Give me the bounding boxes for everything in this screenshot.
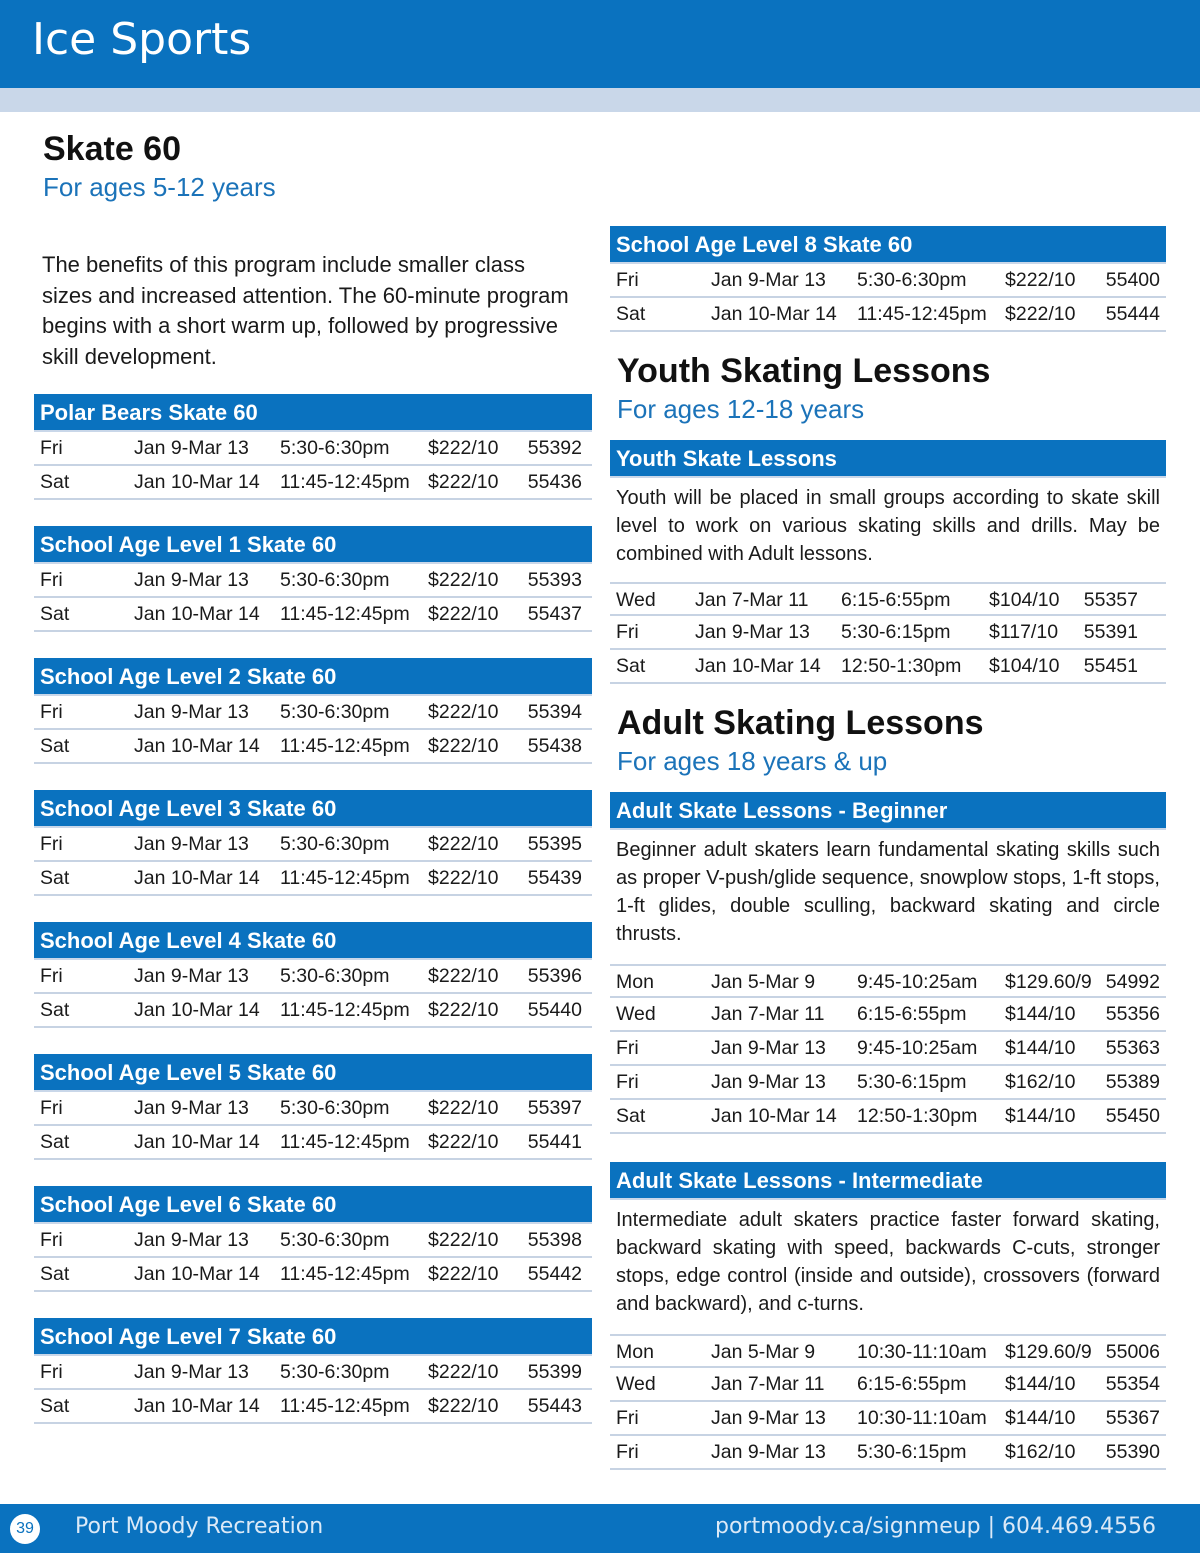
schedule-day: Sat — [40, 603, 70, 625]
schedule-time: 6:15-6:55pm — [841, 589, 951, 611]
schedule-time: 11:45-12:45pm — [280, 603, 410, 625]
schedule-code: 55006 — [1105, 1341, 1160, 1363]
schedule-row — [34, 432, 592, 466]
schedule-time: 5:30-6:30pm — [280, 1229, 390, 1251]
schedule-day: Fri — [40, 833, 63, 855]
schedule-code: 55391 — [1083, 621, 1138, 643]
schedule-code: 55394 — [527, 701, 582, 723]
schedule-dates: Jan 5-Mar 9 — [711, 1341, 816, 1363]
schedule-row — [610, 1436, 1166, 1470]
schedule-row — [34, 994, 592, 1028]
schedule-dates: Jan 9-Mar 13 — [134, 833, 249, 855]
schedule-day: Mon — [616, 971, 654, 993]
program-block — [34, 658, 592, 764]
schedule-day: Fri — [616, 621, 639, 643]
schedule-code: 55392 — [527, 437, 582, 459]
program-block — [34, 526, 592, 632]
schedule-price: $222/10 — [1005, 269, 1076, 291]
schedule-day: Wed — [616, 589, 656, 611]
schedule-code: 54992 — [1105, 971, 1160, 993]
schedule-code: 55367 — [1105, 1407, 1160, 1429]
program-block — [34, 1186, 592, 1292]
schedule-time: 5:30-6:30pm — [280, 833, 390, 855]
footer-org: Port Moody Recreation — [75, 1514, 324, 1539]
program-youth — [610, 440, 1166, 684]
program-block — [34, 394, 592, 500]
schedule-row — [34, 1390, 592, 1424]
program-header: Adult Skate Lessons - Intermediate — [610, 1162, 1166, 1200]
schedule-day: Sat — [40, 1263, 70, 1285]
program-header: Adult Skate Lessons - Beginner — [610, 792, 1166, 830]
schedule-day: Sat — [40, 1395, 70, 1417]
schedule-price: $222/10 — [428, 1395, 499, 1417]
schedule-dates: Jan 10-Mar 14 — [134, 603, 260, 625]
schedule-code: 55357 — [1083, 589, 1138, 611]
schedule-code: 55441 — [527, 1131, 582, 1153]
schedule-dates: Jan 10-Mar 14 — [695, 655, 821, 677]
schedule-time: 11:45-12:45pm — [280, 1395, 410, 1417]
program-header: School Age Level 7 Skate 60 — [34, 1318, 592, 1356]
schedule-time: 5:30-6:30pm — [857, 269, 967, 291]
schedule-code: 55356 — [1105, 1003, 1160, 1025]
schedule-dates: Jan 5-Mar 9 — [711, 971, 816, 993]
program-header: School Age Level 8 Skate 60 — [610, 226, 1166, 264]
schedule-dates: Jan 9-Mar 13 — [134, 701, 249, 723]
schedule-day: Fri — [40, 437, 63, 459]
schedule-code: 55450 — [1105, 1105, 1160, 1127]
schedule-day: Sat — [40, 999, 70, 1021]
schedule-code: 55396 — [527, 965, 582, 987]
schedule-day: Sat — [40, 471, 70, 493]
schedule-price: $129.60/9 — [1005, 1341, 1092, 1363]
schedule-time: 5:30-6:15pm — [857, 1071, 967, 1093]
program-block — [34, 790, 592, 896]
schedule-code: 55436 — [527, 471, 582, 493]
schedule-dates: Jan 9-Mar 13 — [695, 621, 810, 643]
schedule-code: 55440 — [527, 999, 582, 1021]
schedule-time: 11:45-12:45pm — [280, 999, 410, 1021]
schedule-code: 55400 — [1105, 269, 1160, 291]
schedule-price: $222/10 — [428, 833, 499, 855]
schedule-dates: Jan 10-Mar 14 — [134, 999, 260, 1021]
schedule-time: 9:45-10:25am — [857, 1037, 978, 1059]
schedule-day: Fri — [616, 1071, 639, 1093]
program-level8 — [610, 226, 1166, 332]
program-header: Polar Bears Skate 60 — [34, 394, 592, 432]
schedule-day: Fri — [40, 1097, 63, 1119]
schedule-time: 5:30-6:30pm — [280, 1097, 390, 1119]
section-title-adult: Adult Skating Lessons — [617, 704, 984, 742]
schedule-day: Fri — [40, 1229, 63, 1251]
schedule-dates: Jan 10-Mar 14 — [134, 735, 260, 757]
schedule-dates: Jan 9-Mar 13 — [134, 1229, 249, 1251]
schedule-dates: Jan 10-Mar 14 — [134, 471, 260, 493]
schedule-dates: Jan 9-Mar 13 — [711, 1441, 826, 1463]
schedule-price: $129.60/9 — [1005, 971, 1092, 993]
schedule-code: 55444 — [1105, 303, 1160, 325]
schedule-time: 5:30-6:30pm — [280, 437, 390, 459]
schedule-price: $222/10 — [428, 735, 499, 757]
schedule-day: Fri — [616, 1441, 639, 1463]
schedule-price: $222/10 — [428, 867, 499, 889]
program-description: Intermediate adult skaters practice faster forward skating, backward skating with speed, backwards C-cuts, stronger stops, edge control (inside and outside), crossovers (forward and backward), and c-turns. — [616, 1209, 1160, 1315]
schedule-dates: Jan 9-Mar 13 — [711, 1071, 826, 1093]
schedule-dates: Jan 10-Mar 14 — [711, 1105, 837, 1127]
schedule-price: $144/10 — [1005, 1105, 1076, 1127]
schedule-time: 5:30-6:15pm — [857, 1441, 967, 1463]
program-header: School Age Level 2 Skate 60 — [34, 658, 592, 696]
program-description: Youth will be placed in small groups according to skate skill level to work on various skating skills and drills. May be combined with Adult lessons. — [616, 487, 1160, 565]
schedule-time: 5:30-6:30pm — [280, 1361, 390, 1383]
program-adult-intermediate — [610, 1162, 1166, 1470]
schedule-dates: Jan 9-Mar 13 — [134, 1097, 249, 1119]
schedule-price: $222/10 — [428, 569, 499, 591]
schedule-code: 55395 — [527, 833, 582, 855]
schedule-day: Sat — [40, 735, 70, 757]
schedule-time: 11:45-12:45pm — [280, 1263, 410, 1285]
schedule-day: Sat — [616, 655, 646, 677]
schedule-dates: Jan 9-Mar 13 — [134, 437, 249, 459]
schedule-price: $144/10 — [1005, 1407, 1076, 1429]
schedule-time: 11:45-12:45pm — [280, 735, 410, 757]
schedule-row — [610, 264, 1166, 298]
schedule-row — [610, 650, 1166, 684]
schedule-day: Sat — [616, 1105, 646, 1127]
schedule-price: $104/10 — [989, 655, 1060, 677]
schedule-row — [610, 964, 1166, 998]
footer-banner — [0, 1504, 1200, 1553]
schedule-day: Mon — [616, 1341, 654, 1363]
schedule-code: 55451 — [1083, 655, 1138, 677]
schedule-row — [34, 1092, 592, 1126]
schedule-row — [610, 998, 1166, 1032]
schedule-day: Fri — [616, 1407, 639, 1429]
schedule-day: Fri — [40, 1361, 63, 1383]
schedule-row — [34, 828, 592, 862]
schedule-time: 11:45-12:45pm — [280, 1131, 410, 1153]
schedule-price: $222/10 — [428, 1229, 499, 1251]
schedule-day: Fri — [616, 1037, 639, 1059]
schedule-dates: Jan 9-Mar 13 — [711, 1407, 826, 1429]
section-subtitle-youth: For ages 12-18 years — [617, 394, 865, 424]
schedule-row — [610, 582, 1166, 616]
schedule-dates: Jan 7-Mar 11 — [711, 1373, 825, 1395]
schedule-time: 5:30-6:30pm — [280, 965, 390, 987]
schedule-code: 55437 — [527, 603, 582, 625]
schedule-time: 10:30-11:10am — [857, 1341, 987, 1363]
schedule-time: 6:15-6:55pm — [857, 1373, 967, 1395]
schedule-price: $222/10 — [428, 965, 499, 987]
schedule-code: 55399 — [527, 1361, 582, 1383]
program-block — [34, 1054, 592, 1160]
schedule-row — [610, 1066, 1166, 1100]
schedule-day: Fri — [40, 569, 63, 591]
schedule-dates: Jan 9-Mar 13 — [134, 569, 249, 591]
schedule-row — [610, 1402, 1166, 1436]
schedule-dates: Jan 10-Mar 14 — [134, 1263, 260, 1285]
schedule-day: Fri — [40, 965, 63, 987]
schedule-price: $222/10 — [428, 1361, 499, 1383]
schedule-dates: Jan 10-Mar 14 — [134, 1131, 260, 1153]
schedule-time: 5:30-6:15pm — [841, 621, 951, 643]
schedule-time: 5:30-6:30pm — [280, 569, 390, 591]
schedule-day: Sat — [40, 1131, 70, 1153]
schedule-price: $222/10 — [428, 999, 499, 1021]
right-column — [610, 226, 1166, 1496]
schedule-code: 55442 — [527, 1263, 582, 1285]
schedule-dates: Jan 10-Mar 14 — [134, 867, 260, 889]
schedule-price: $144/10 — [1005, 1373, 1076, 1395]
schedule-row — [34, 598, 592, 632]
section-title-skate60: Skate 60 — [43, 130, 181, 168]
program-block — [34, 1318, 592, 1424]
schedule-code: 55389 — [1105, 1071, 1160, 1093]
schedule-dates: Jan 9-Mar 13 — [711, 1037, 826, 1059]
schedule-day: Sat — [616, 303, 646, 325]
left-column — [34, 128, 592, 1450]
schedule-price: $222/10 — [1005, 303, 1076, 325]
section-title-youth: Youth Skating Lessons — [617, 352, 991, 390]
schedule-row — [34, 960, 592, 994]
schedule-code: 55354 — [1105, 1373, 1160, 1395]
schedule-price: $162/10 — [1005, 1071, 1076, 1093]
schedule-row — [610, 298, 1166, 332]
schedule-dates: Jan 9-Mar 13 — [134, 1361, 249, 1383]
section-subtitle-skate60: For ages 5-12 years — [43, 172, 276, 202]
schedule-price: $117/10 — [989, 621, 1059, 643]
skate60-intro: The benefits of this program include smaller class sizes and increased attention. The 60-minute program begins with a short warm up, followed by progressive skill development. — [42, 252, 569, 369]
schedule-time: 11:45-12:45pm — [280, 867, 410, 889]
header-strip — [0, 88, 1200, 112]
page-title: Ice Sports — [32, 14, 252, 65]
page-number: 39 — [10, 1514, 40, 1544]
schedule-code: 55443 — [527, 1395, 582, 1417]
schedule-row — [610, 1100, 1166, 1134]
schedule-row — [34, 1126, 592, 1160]
schedule-time: 12:50-1:30pm — [841, 655, 962, 677]
schedule-day: Wed — [616, 1373, 656, 1395]
schedule-dates: Jan 10-Mar 14 — [711, 303, 837, 325]
skate60-program-list — [34, 394, 592, 1424]
header-banner — [0, 0, 1200, 88]
schedule-price: $222/10 — [428, 1097, 499, 1119]
schedule-row — [610, 1032, 1166, 1066]
schedule-row — [34, 696, 592, 730]
schedule-row — [34, 564, 592, 598]
program-adult-beginner — [610, 792, 1166, 1134]
schedule-code: 55397 — [527, 1097, 582, 1119]
section-subtitle-adult: For ages 18 years & up — [617, 746, 888, 776]
schedule-time: 6:15-6:55pm — [857, 1003, 967, 1025]
schedule-price: $222/10 — [428, 471, 499, 493]
schedule-row — [34, 466, 592, 500]
schedule-dates: Jan 9-Mar 13 — [711, 269, 826, 291]
schedule-time: 9:45-10:25am — [857, 971, 978, 993]
schedule-row — [34, 730, 592, 764]
program-header: School Age Level 6 Skate 60 — [34, 1186, 592, 1224]
program-header: School Age Level 5 Skate 60 — [34, 1054, 592, 1092]
schedule-price: $222/10 — [428, 1263, 499, 1285]
schedule-day: Fri — [616, 269, 639, 291]
schedule-dates: Jan 7-Mar 11 — [711, 1003, 825, 1025]
schedule-price: $144/10 — [1005, 1003, 1076, 1025]
footer-contact: portmoody.ca/signmeup | 604.469.4556 — [715, 1514, 1156, 1539]
program-block — [34, 922, 592, 1028]
program-header: Youth Skate Lessons — [610, 440, 1166, 478]
schedule-time: 5:30-6:30pm — [280, 701, 390, 723]
schedule-dates: Jan 9-Mar 13 — [134, 965, 249, 987]
schedule-day: Wed — [616, 1003, 656, 1025]
schedule-price: $222/10 — [428, 603, 499, 625]
program-description: Beginner adult skaters learn fundamental skating skills such as proper V-push/glide sequence, snowplow stops, 1-ft stops, 1-ft glides, double sculling, backward skating and circle thrusts. — [616, 839, 1160, 945]
schedule-price: $222/10 — [428, 1131, 499, 1153]
schedule-row — [34, 862, 592, 896]
schedule-time: 10:30-11:10am — [857, 1407, 987, 1429]
program-header: School Age Level 3 Skate 60 — [34, 790, 592, 828]
schedule-time: 11:45-12:45pm — [857, 303, 987, 325]
schedule-row — [34, 1258, 592, 1292]
schedule-day: Fri — [40, 701, 63, 723]
program-header: School Age Level 4 Skate 60 — [34, 922, 592, 960]
schedule-dates: Jan 10-Mar 14 — [134, 1395, 260, 1417]
schedule-price: $144/10 — [1005, 1037, 1076, 1059]
program-header: School Age Level 1 Skate 60 — [34, 526, 592, 564]
schedule-row — [610, 1368, 1166, 1402]
schedule-row — [610, 1334, 1166, 1368]
schedule-code: 55438 — [527, 735, 582, 757]
schedule-code: 55439 — [527, 867, 582, 889]
schedule-row — [34, 1356, 592, 1390]
schedule-code: 55398 — [527, 1229, 582, 1251]
schedule-price: $104/10 — [989, 589, 1060, 611]
schedule-row — [34, 1224, 592, 1258]
schedule-time: 12:50-1:30pm — [857, 1105, 978, 1127]
schedule-code: 55390 — [1105, 1441, 1160, 1463]
schedule-code: 55393 — [527, 569, 582, 591]
schedule-price: $222/10 — [428, 701, 499, 723]
schedule-price: $222/10 — [428, 437, 499, 459]
schedule-code: 55363 — [1105, 1037, 1160, 1059]
schedule-day: Sat — [40, 867, 70, 889]
schedule-dates: Jan 7-Mar 11 — [695, 589, 809, 611]
schedule-row — [610, 616, 1166, 650]
schedule-time: 11:45-12:45pm — [280, 471, 410, 493]
schedule-price: $162/10 — [1005, 1441, 1076, 1463]
